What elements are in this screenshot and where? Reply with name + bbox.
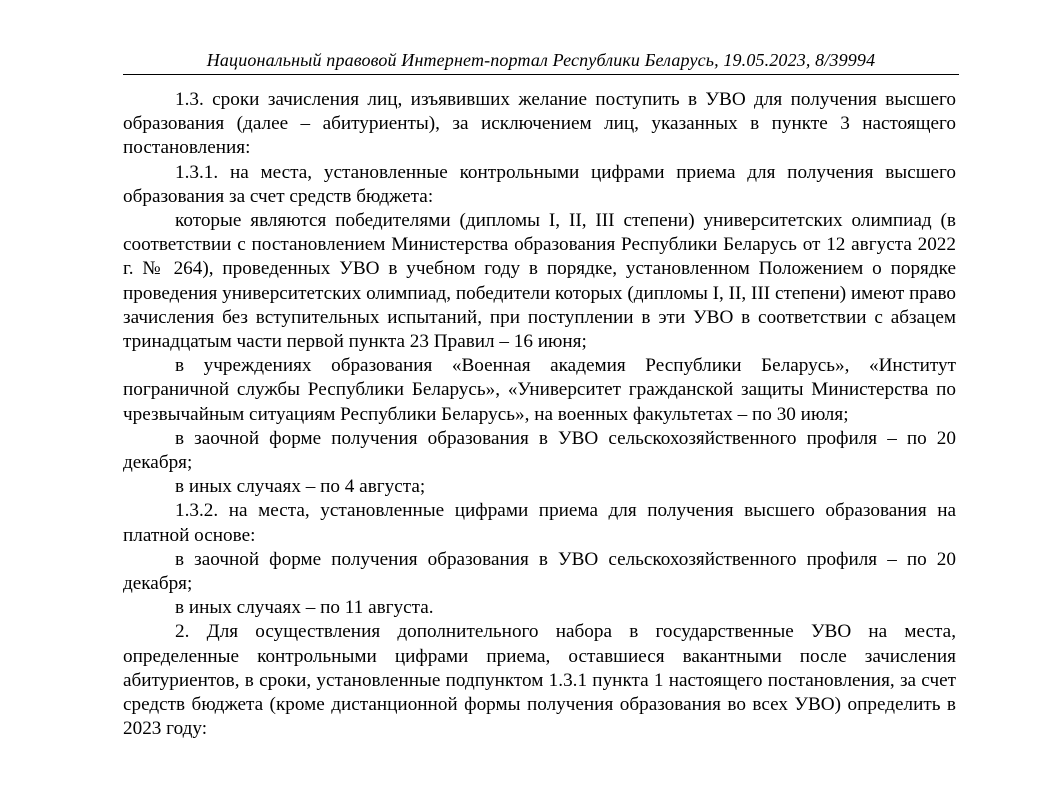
paragraph-1-3: 1.3. сроки зачисления лиц, изъявивших желание поступить в УВО для получения высшего образования (далее – абитуриенты), за исключением лиц, указанных в пункте 3 настоящего постановления: [123, 89, 956, 159]
paragraph-military-institutions: в учреждениях образования «Военная академия Республики Беларусь», «Институт пограничной службы Республики Беларусь», «Университет гражданской защиты Министерства по чрезвычайным ситуациям Республики Беларусь», на военных факультетах – по 30 июля; [123, 355, 956, 425]
paragraph-other-cases-paid: в иных случаях – по 11 августа. [175, 597, 434, 619]
paragraph-1-3-2: 1.3.2. на места, установленные цифрами приема для получения высшего образования на платной основе: [123, 500, 956, 546]
paragraph-olympiad-winners: которые являются победителями (дипломы I, II, III степени) университетских олимпиад (в соответствии с постановлением Министерства образования Республики Беларусь от 12 августа 2022 г. № 264), проведенных УВО в учебном году в порядке, установленном Положением о порядке проведения университетских олимпиад, победители которых (дипломы I, II, III степени) имеют право зачисления без вступительных испытаний, при поступлении в эти УВО в соответствии с абзацем тринадцатым части первой пункта 23 Правил – 16 июня; [123, 210, 956, 353]
header-divider [123, 74, 959, 75]
document-body [123, 88, 956, 741]
paragraph-1-3-1: 1.3.1. на места, установленные контрольными цифрами приема для получения высшего образования за счет средств бюджета: [123, 161, 956, 207]
paragraph-correspondence-paid: в заочной форме получения образования в УВО сельскохозяйственного профиля – по 20 декабря; [123, 548, 956, 595]
paragraph-other-cases-budget: в иных случаях – по 4 августа; [175, 476, 426, 498]
paragraph-2: 2. Для осуществления дополнительного набора в государственные УВО на места, определенные контрольными цифрами приема, оставшиеся вакантными после зачисления абитуриентов, в сроки, установленные подпунктом 1.3.1 пункта 1 настоящего постановления, за счет средств бюджета (кроме дистанционной формы получения образования во всех УВО) определить в 2023 году: [123, 621, 956, 740]
paragraph-correspondence-budget: в заочной форме получения образования в УВО сельскохозяйственного профиля – по 20 декабря; [123, 427, 956, 474]
page-header: Национальный правовой Интернет-портал Республики Беларусь, 19.05.2023, 8/39994 [206, 50, 876, 70]
